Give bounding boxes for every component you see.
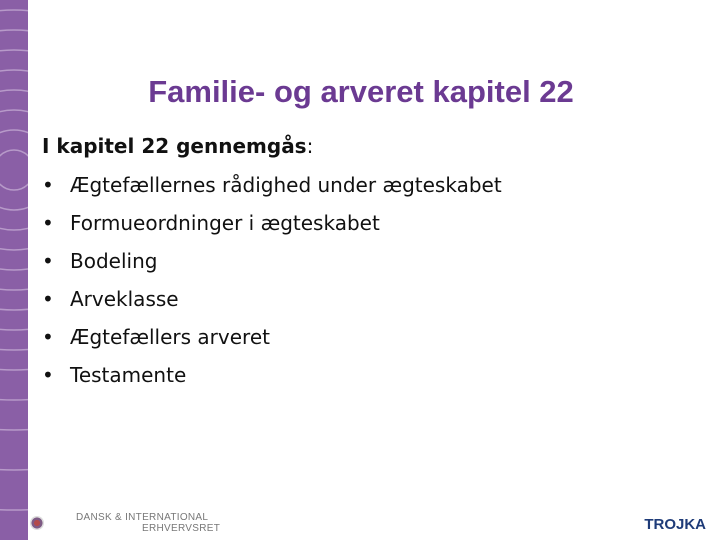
list-item [42,204,502,242]
intro-heading: I kapitel 22 gennemgås [42,134,307,158]
bullet-icon: • [42,173,54,197]
bullet-icon: • [42,287,54,311]
publisher-logo [30,512,220,534]
bullet-icon: • [42,325,54,349]
intro-colon: : [306,134,314,158]
seal-icon [30,516,44,530]
list-item-text: Formueordninger i ægteskabet [70,211,380,235]
publisher-name [76,512,220,534]
topic-list [42,166,502,394]
list-item-text: Bodeling [70,249,158,273]
brand-logo: TROJKA [644,516,706,533]
intro-line [42,134,313,158]
list-item-text: Arveklasse [70,287,179,311]
list-item [42,280,502,318]
publisher-line-1: DANSK & INTERNATIONAL [76,512,209,523]
list-item-text: Ægtefællers arveret [70,325,270,349]
list-item [42,356,502,394]
bullet-icon: • [42,363,54,387]
bullet-icon: • [42,249,54,273]
list-item [42,318,502,356]
list-item [42,242,502,280]
list-item-text: Ægtefællernes rådighed under ægteskabet [70,173,502,197]
publisher-line-2: ERHVERVSRET [142,523,221,534]
bullet-icon: • [42,211,54,235]
slide-title: Familie- og arveret kapitel 22 [148,74,574,109]
list-item-text: Testamente [70,363,187,387]
list-item [42,166,502,204]
